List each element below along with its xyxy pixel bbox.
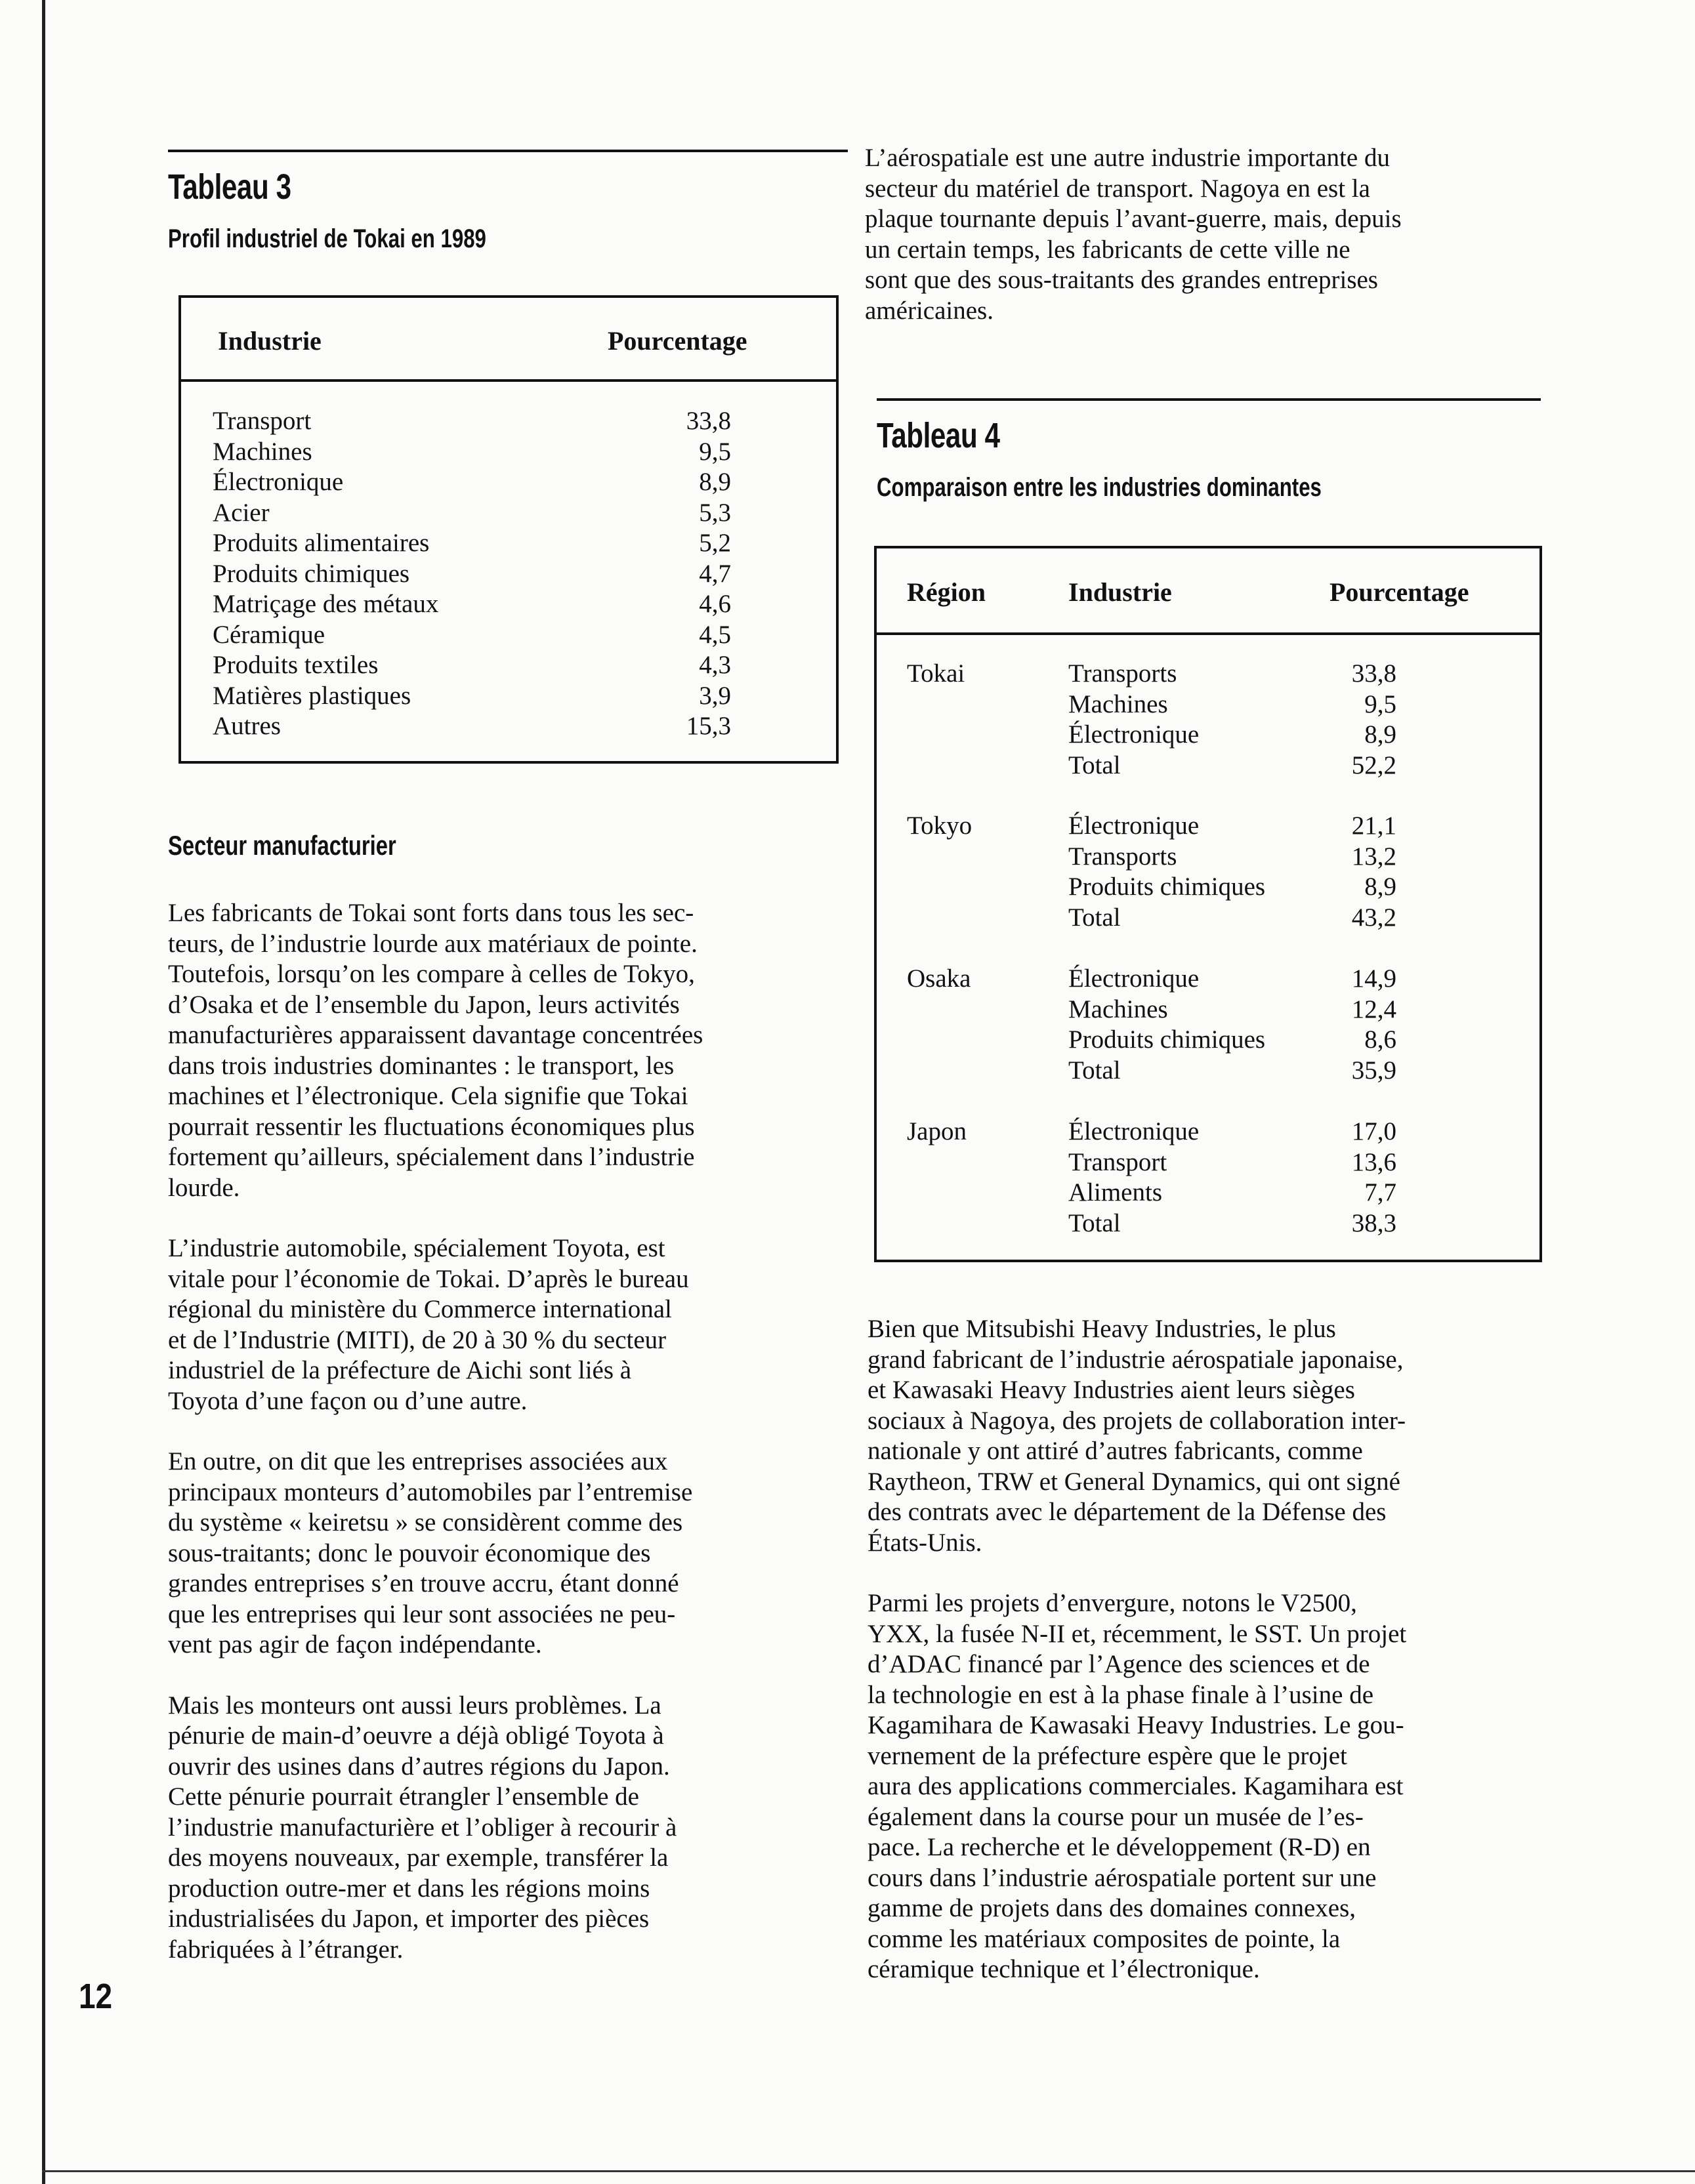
body-paragraph: Mais les monteurs ont aussi leurs problèmes. La pénurie de main-d’oeuvre a déjà obligé Toyota à ouvrir des usines dans d’autres régions du Japon. Cette pénurie pourrait étrangler l’ensemble de l’industrie manufacturière et l’obliger à recourir à des moyens nouveaux, par exemple, transférer la production outre-mer et dans les régions moins industrialisées du Japon, et importer des pièces fabriquées à l’étranger. xyxy=(168,1691,677,1964)
region-lines xyxy=(1068,811,1396,933)
industrie-cell: Transport xyxy=(1068,1147,1167,1176)
column-header-region: Région xyxy=(907,577,986,607)
table-row xyxy=(213,406,731,437)
industrie-cell: Transport xyxy=(213,407,312,435)
table-row xyxy=(213,528,731,559)
industrie-cell: Transports xyxy=(1068,842,1177,871)
table-row xyxy=(213,437,731,468)
tableau4-title: Tableau 4 xyxy=(877,416,1000,455)
table-row xyxy=(1068,1117,1396,1147)
table-row xyxy=(1068,1178,1396,1208)
region-cell: Tokai xyxy=(907,659,965,688)
pourcentage-cell: 8,9 xyxy=(1364,873,1396,901)
industrie-cell: Matières plastiques xyxy=(213,681,411,710)
table-row xyxy=(213,559,731,590)
pourcentage-cell: 8,9 xyxy=(1364,720,1396,749)
table-row xyxy=(213,620,731,651)
pourcentage-cell: 8,9 xyxy=(699,468,731,496)
tableau4-subtitle: Comparaison entre les industries dominantes xyxy=(877,473,1322,502)
table-row xyxy=(1068,964,1396,995)
tableau4-rule xyxy=(877,398,1541,401)
region-cell: Osaka xyxy=(907,964,971,993)
industrie-cell: Total xyxy=(1068,903,1121,932)
tableau3-title: Tableau 3 xyxy=(168,167,291,207)
section-heading: Secteur manufacturier xyxy=(168,830,396,861)
pourcentage-cell: 4,3 xyxy=(699,651,731,679)
pourcentage-cell: 14,9 xyxy=(1351,964,1396,993)
table-row xyxy=(1068,659,1396,690)
table-row xyxy=(1068,872,1396,903)
pourcentage-cell: 13,2 xyxy=(1351,842,1396,871)
pourcentage-cell: 33,8 xyxy=(686,407,731,435)
column-header-industrie: Industrie xyxy=(218,326,322,356)
tableau4-table xyxy=(874,546,1542,1262)
body-paragraph: L’industrie automobile, spécialement Toyota, est vitale pour l’économie de Tokai. D’après le bureau régional du ministère du Commerce international et de l’Industrie (MITI), de 20 à 30 % du secteur industriel de la préfecture de Aichi sont liés à Toyota d’une façon ou d’une autre. xyxy=(168,1234,689,1415)
industrie-cell: Aliments xyxy=(1068,1178,1162,1206)
industrie-cell: Total xyxy=(1068,1208,1121,1237)
tableau4-header xyxy=(877,398,1559,503)
table-row xyxy=(1068,842,1396,873)
industrie-cell: Électronique xyxy=(1068,1117,1200,1145)
table-row xyxy=(1068,903,1396,934)
pourcentage-cell: 4,7 xyxy=(699,559,731,588)
industrie-cell: Total xyxy=(1068,1056,1121,1084)
pourcentage-cell: 3,9 xyxy=(699,681,731,710)
table-row xyxy=(1068,720,1396,751)
region-cell: Tokyo xyxy=(907,812,973,840)
pourcentage-cell: 13,6 xyxy=(1351,1147,1396,1176)
pourcentage-cell: 9,5 xyxy=(699,437,731,466)
column-header-pourcentage: Pourcentage xyxy=(1329,577,1469,607)
tableau3-rows xyxy=(213,406,731,742)
intro-paragraph: L’aérospatiale est une autre industrie importante du secteur du matériel de transport. Nagoya en est la plaque tournante depuis l’avant-guerre, mais, depuis un certain temps, les fabricants de cette ville ne sont que des sous-traitants des grandes entreprises américaines. xyxy=(865,144,1402,325)
pourcentage-cell: 8,6 xyxy=(1364,1025,1396,1054)
industrie-cell: Électronique xyxy=(1068,812,1200,840)
pourcentage-cell: 17,0 xyxy=(1351,1117,1396,1145)
body-paragraph: Bien que Mitsubishi Heavy Industries, le plus grand fabricant de l’industrie aérospatiale japonaise, et Kawasaki Heavy Industries aient leurs sièges sociaux à Nagoya, des projets de collaboration inter- nationale y ont attiré d’autres fabricants, comme Raytheon, TRW et General Dynamics, qui ont signé des contrats avec le département de la Défense des États-Unis. xyxy=(868,1315,1406,1557)
table-row xyxy=(1068,1147,1396,1178)
industrie-cell: Produits chimiques xyxy=(1068,1025,1266,1054)
tableau3-header xyxy=(168,150,850,254)
bottom-margin-line xyxy=(42,2170,1695,2172)
pourcentage-cell: 5,3 xyxy=(699,498,731,527)
industrie-cell: Machines xyxy=(1068,690,1168,718)
left-margin-line xyxy=(42,0,45,2184)
industrie-cell: Électronique xyxy=(213,468,344,496)
pourcentage-cell: 43,2 xyxy=(1351,903,1396,932)
table-row xyxy=(213,589,731,620)
tableau4-header-row xyxy=(877,548,1539,635)
industrie-cell: Autres xyxy=(213,712,281,740)
body-paragraph: En outre, on dit que les entreprises associées aux principaux monteurs d’automobiles par l’entremise du système « keiretsu » se considèrent comme des sous-traitants; donc le pouvoir économique des grandes entreprises s’en trouve accru, étant donné que les entreprises qui leur sont associées ne peu- vent pas agir de façon indépendante. xyxy=(168,1447,693,1659)
pourcentage-cell: 4,6 xyxy=(699,590,731,618)
industrie-cell: Transports xyxy=(1068,659,1177,688)
region-lines xyxy=(1068,964,1396,1086)
industrie-cell: Produits textiles xyxy=(213,651,379,679)
pourcentage-cell: 12,4 xyxy=(1351,995,1396,1023)
pourcentage-cell: 5,2 xyxy=(699,529,731,557)
table-row xyxy=(1068,995,1396,1025)
left-paragraphs xyxy=(168,898,850,1965)
left-text-column xyxy=(168,830,850,1965)
right-intro xyxy=(865,143,1547,326)
right-paragraphs xyxy=(868,1314,1557,1985)
industrie-cell: Machines xyxy=(1068,995,1168,1023)
table-row xyxy=(1068,751,1396,781)
pourcentage-cell: 9,5 xyxy=(1364,690,1396,718)
pourcentage-cell: 4,5 xyxy=(699,620,731,649)
table-row xyxy=(213,711,731,742)
pourcentage-cell: 21,1 xyxy=(1351,812,1396,840)
pourcentage-cell: 7,7 xyxy=(1364,1178,1396,1206)
page-number: 12 xyxy=(79,1977,113,2016)
pourcentage-cell: 35,9 xyxy=(1351,1056,1396,1084)
body-paragraph: Parmi les projets d’envergure, notons le V2500, YXX, la fusée N-II et, récemment, le SST. Un projet d’ADAC financé par l’Agence des sciences et de la technologie en est à la phase finale à l’usine de Kagamihara de Kawasaki Heavy Industries. Le gou- vernement de la préfecture espère que le projet aura des applications commerciales. Kagamihara est également dans la course pour un musée de l’es- pace. La recherche et le développement (R-D) en cours dans l’industrie aérospatiale portent sur une gamme de projets dans des domaines connexes, comme les matériaux composites de pointe, la céramique technique et l’électronique. xyxy=(868,1589,1407,1983)
industrie-cell: Électronique xyxy=(1068,964,1200,993)
pourcentage-cell: 15,3 xyxy=(686,712,731,740)
industrie-cell: Produits alimentaires xyxy=(213,529,430,557)
table-row xyxy=(213,467,731,498)
table-row xyxy=(1068,1056,1396,1086)
industrie-cell: Produits chimiques xyxy=(213,559,410,588)
industrie-cell: Matriçage des métaux xyxy=(213,590,439,618)
table-row xyxy=(213,650,731,681)
table-row xyxy=(213,681,731,712)
industrie-cell: Produits chimiques xyxy=(1068,873,1266,901)
tableau3-subtitle: Profil industriel de Tokai en 1989 xyxy=(168,224,486,253)
industrie-cell: Acier xyxy=(213,498,270,527)
industrie-cell: Électronique xyxy=(1068,720,1200,749)
table-row xyxy=(1068,811,1396,842)
tableau3-table xyxy=(178,295,839,764)
table-row xyxy=(213,498,731,529)
region-cell: Japon xyxy=(907,1117,967,1145)
industrie-cell: Machines xyxy=(213,437,312,466)
pourcentage-cell: 38,3 xyxy=(1351,1208,1396,1237)
table-row xyxy=(1068,1208,1396,1239)
body-paragraph: Les fabricants de Tokai sont forts dans tous les sec- teurs, de l’industrie lourde aux matériaux de pointe. Toutefois, lorsqu’on les compare à celles de Tokyo, d’Osaka et de l’ensemble du Japon, leurs activités manufacturières apparaissent davantage concentrées dans trois industries dominantes : le transport, les machines et l’électronique. Cela signifie que Tokai pourrait ressentir les fluctuations économiques plus fortement qu’ailleurs, spécialement dans l’industrie lourde. xyxy=(168,899,703,1202)
column-header-industrie: Industrie xyxy=(1068,577,1172,607)
tableau3-header-row xyxy=(181,298,836,382)
pourcentage-cell: 33,8 xyxy=(1351,659,1396,688)
table-row xyxy=(1068,690,1396,720)
column-header-pourcentage: Pourcentage xyxy=(608,326,747,356)
tableau3-rule xyxy=(168,150,848,152)
table-row xyxy=(1068,1025,1396,1056)
region-lines xyxy=(1068,659,1396,781)
industrie-cell: Total xyxy=(1068,751,1121,779)
industrie-cell: Céramique xyxy=(213,620,325,649)
region-lines xyxy=(1068,1117,1396,1239)
pourcentage-cell: 52,2 xyxy=(1351,751,1396,779)
